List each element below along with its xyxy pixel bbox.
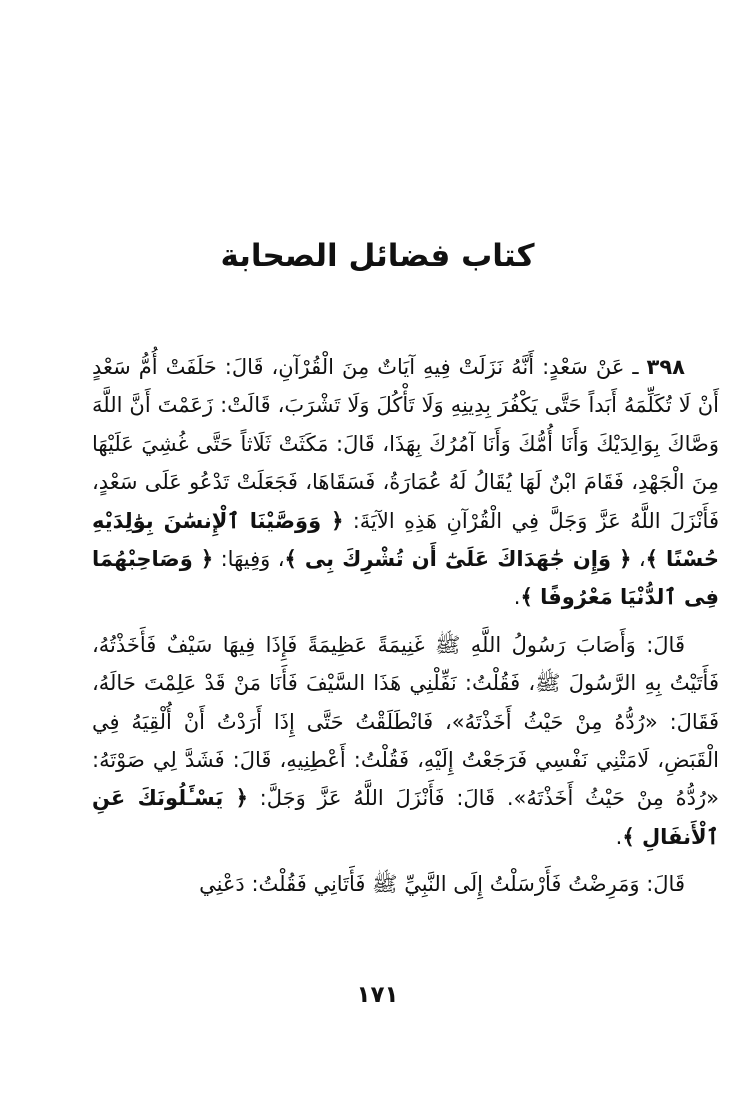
paragraph-1-text: ـ عَنْ سَعْدٍ: أَنَّهُ نَزَلَتْ فِيهِ آيَاتٌ مِنَ الْقُرْآنِ، قَالَ: حَلَفَتْ أُمُّ سَعْدٍ أَنْ لَا تُكَلِّمَهُ أَبَداً حَتَّى يَكْفُرَ بِدِينِهِ وَلَا تَأْكُلَ وَلَا تَشْرَبَ، قَالَتْ: زَعَمْتَ أَنَّ اللَّهَ وَصَّاكَ بِوَالِدَيْكَ وَأَنَا أُمُّكَ وَأَنَا آمُرُكَ بِهَذَا، قَالَ: مَكَثَتْ ثَلَاثاً حَتَّى غُشِيَ عَلَيْهَا مِنَ الْجَهْدِ، فَقَامَ ابْنٌ لَهَا يُقَالُ لَهُ عُمَارَةُ، فَسَقَاهَا، فَجَعَلَتْ تَدْعُو عَلَى سَعْدٍ، فَأَنْزَلَ اللَّهُ عَزَّ وَجَلَّ فِي الْقُرْآنِ هَذِهِ الآيَةَ: [92,355,719,533]
chapter-title: كتاب فضائل الصحابة [220,238,535,274]
quran-quote-4: ﴿ يَسْـَٔلُونَكَ عَنِ ٱلْأَنفَالِ ﴾ [92,786,719,849]
hadith-body [92,348,719,904]
quran-quote-1: ﴿ وَوَصَّيْنَا ٱلْإِنسَٰنَ بِوَٰلِدَيْهِ حُسْنًا ﴾ [92,508,719,572]
paragraph-1-end: . [513,585,521,610]
hadith-number: ٣٩٨ [646,355,685,379]
separator-2: ، وَفِيهَا: [213,547,285,572]
paragraph-3 [92,865,719,903]
paragraph-2-end: . [615,824,623,849]
paragraph-1 [92,348,719,617]
page-number: ١٧١ [356,982,399,1008]
separator-1: ، [631,547,646,572]
paragraph-3-text: قَالَ: وَمَرِضْتُ فَأَرْسَلْتُ إِلَى النَّبِيِّ ﷺ فَأَتَانِي فَقُلْتُ: دَعْنِي [199,872,685,897]
paragraph-2 [92,626,719,856]
quran-quote-3: ﴿ وَصَاحِبْهُمَا فِى ٱلدُّنْيَا مَعْرُوفًا ﴾ [92,547,719,610]
quran-quote-2: ﴿ وَإِن جَٰهَدَاكَ عَلَىٰٓ أَن تُشْرِكَ بِى ﴾ [284,547,632,572]
paragraph-2-text: قَالَ: وَأَصَابَ رَسُولُ اللَّهِ ﷺ غَنِيمَةً عَظِيمَةً فَإِذَا فِيهَا سَيْفٌ فَأَخَذْتُهُ، فَأَتَيْتُ بِهِ الرَّسُولَ ﷺ، فَقُلْتُ: نَفِّلْنِي هَذَا السَّيْفَ فَأَنَا مَنْ قَدْ عَلِمْتَ حَالَهُ، فَقَالَ: «رُدُّهُ مِنْ حَيْثُ أَخَذْتَهُ»، فَانْطَلَقْتُ حَتَّى إِذَا أَرَدْتُ أَنْ أُلْقِيَهُ فِي الْقَبَضِ، لَامَتْنِي نَفْسِي فَرَجَعْتُ إِلَيْهِ، فَقُلْتُ: أَعْطِنِيهِ، قَالَ: فَشَدَّ لِي صَوْتَهُ: «رُدُّهُ مِنْ حَيْثُ أَخَذْتَهُ». قَالَ: فَأَنْزَلَ اللَّهُ عَزَّ وَجَلَّ: [92,632,719,811]
